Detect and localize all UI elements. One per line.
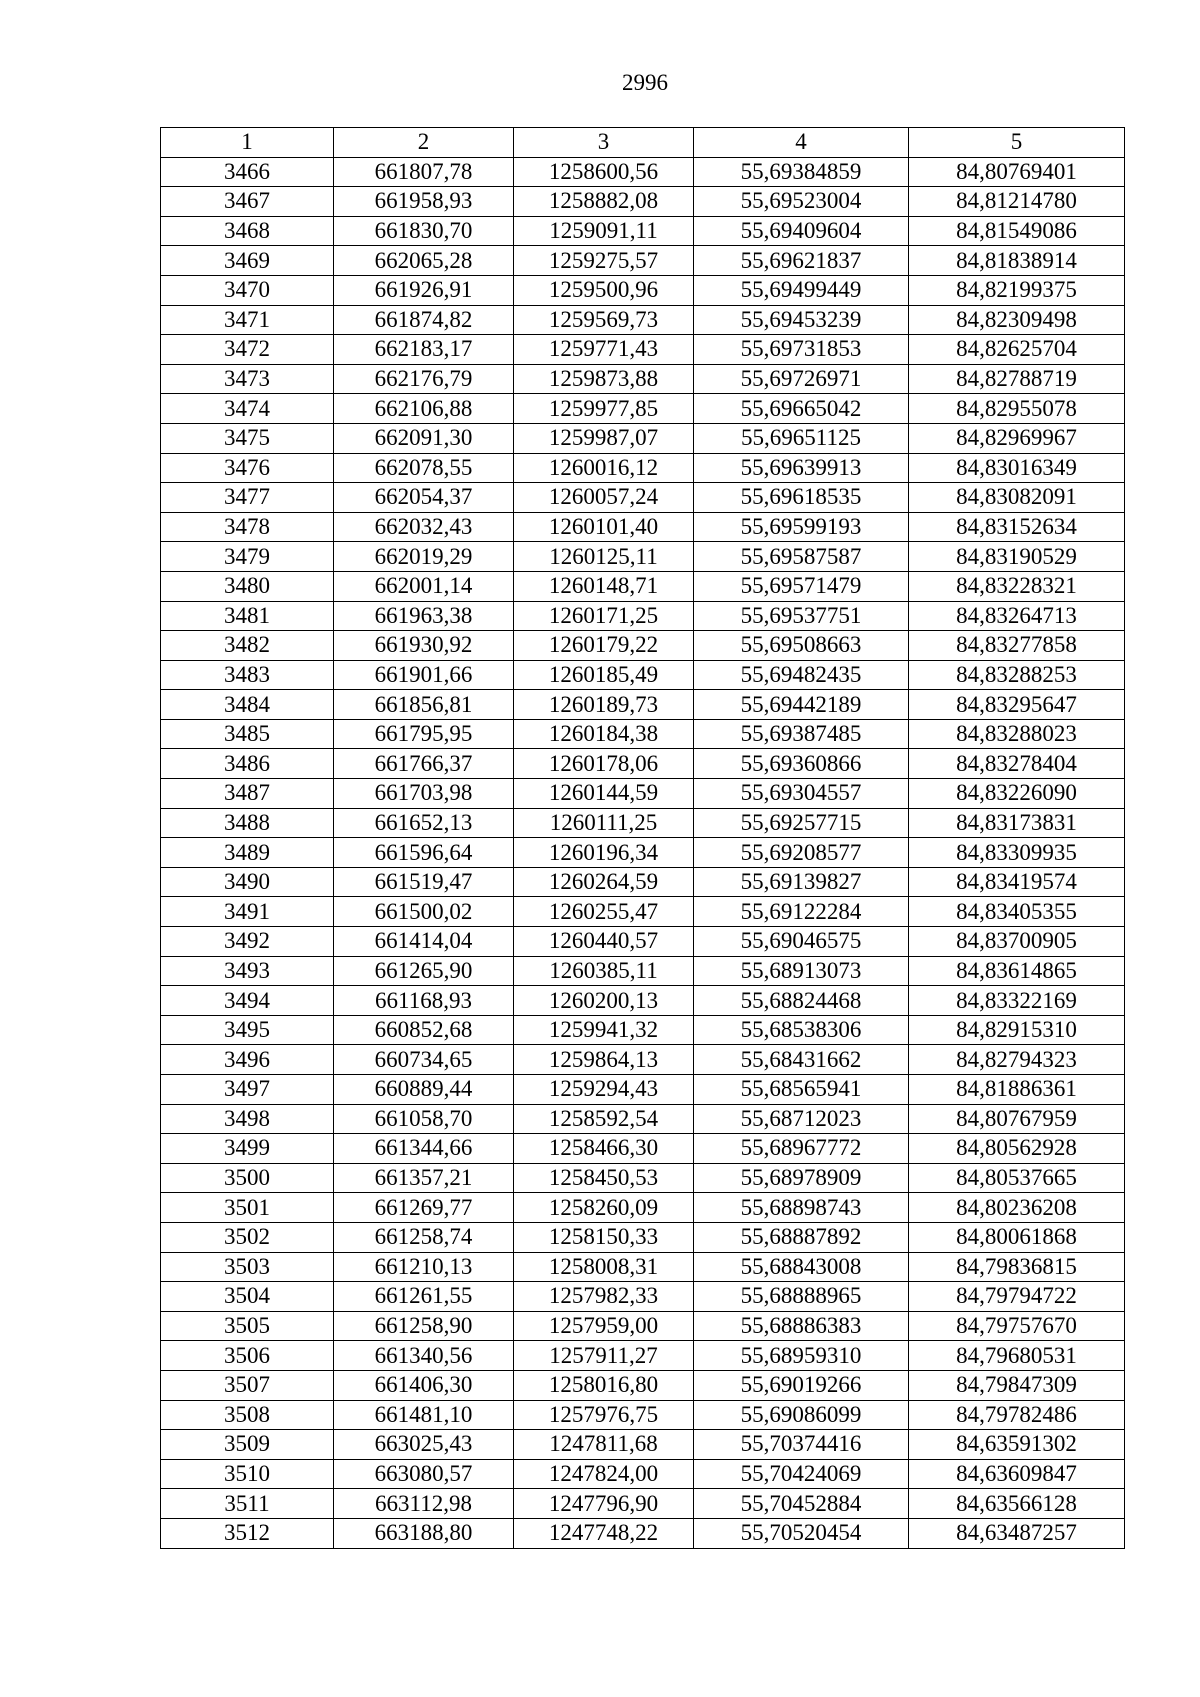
table-cell-col-3: 1260016,12 [514,453,694,483]
table-cell-col-2: 661519,47 [334,867,514,897]
table-cell-col-3: 1260189,73 [514,690,694,720]
table-cell-col-2: 660852,68 [334,1015,514,1045]
table-row [161,1282,1125,1312]
table-cell-col-2: 661795,95 [334,719,514,749]
table-row [161,335,1125,365]
table-cell-col-4: 55,69665042 [694,394,909,424]
table-cell-col-4: 55,69122284 [694,897,909,927]
table-cell-col-5: 84,83322169 [909,986,1125,1016]
table-cell-col-3: 1260185,49 [514,660,694,690]
table-cell-col-1: 3467 [161,187,334,217]
table-row [161,542,1125,572]
table-cell-col-4: 55,69453239 [694,305,909,335]
table-cell-col-3: 1260200,13 [514,986,694,1016]
table-cell-col-5: 84,83419574 [909,867,1125,897]
header-cell-2: 2 [334,128,514,158]
header-cell-3: 3 [514,128,694,158]
table-cell-col-2: 661958,93 [334,187,514,217]
table-cell-col-4: 55,69523004 [694,187,909,217]
table-cell-col-2: 661703,98 [334,779,514,809]
table-cell-col-4: 55,69587587 [694,542,909,572]
table-cell-col-5: 84,83309935 [909,838,1125,868]
table-cell-col-2: 661058,70 [334,1104,514,1134]
table-cell-col-1: 3501 [161,1193,334,1223]
table-cell-col-5: 84,63487257 [909,1518,1125,1548]
table-cell-col-5: 84,81214780 [909,187,1125,217]
table-cell-col-3: 1259977,85 [514,394,694,424]
table-cell-col-5: 84,81838914 [909,246,1125,276]
table-row [161,1518,1125,1548]
table-cell-col-1: 3471 [161,305,334,335]
table-cell-col-4: 55,69726971 [694,364,909,394]
table-cell-col-2: 661340,56 [334,1341,514,1371]
table-cell-col-1: 3479 [161,542,334,572]
table-cell-col-1: 3503 [161,1252,334,1282]
table-cell-col-5: 84,83700905 [909,927,1125,957]
table-row [161,305,1125,335]
header-cell-1: 1 [161,128,334,158]
table-cell-col-1: 3486 [161,749,334,779]
table-header [161,128,1125,158]
header-row [161,128,1125,158]
table-cell-col-1: 3477 [161,483,334,513]
table-cell-col-1: 3468 [161,216,334,246]
table-cell-col-4: 55,69257715 [694,808,909,838]
table-cell-col-5: 84,63566128 [909,1489,1125,1519]
table-cell-col-3: 1247796,90 [514,1489,694,1519]
table-cell-col-2: 661269,77 [334,1193,514,1223]
table-cell-col-5: 84,83278404 [909,749,1125,779]
table-cell-col-3: 1258016,80 [514,1370,694,1400]
table-cell-col-4: 55,69139827 [694,867,909,897]
table-cell-col-1: 3470 [161,275,334,305]
table-row [161,1015,1125,1045]
table-cell-col-5: 84,83228321 [909,571,1125,601]
table-cell-col-5: 84,83082091 [909,483,1125,513]
table-row [161,749,1125,779]
table-cell-col-3: 1259987,07 [514,423,694,453]
table-cell-col-2: 661901,66 [334,660,514,690]
table-row [161,1193,1125,1223]
table-cell-col-4: 55,69360866 [694,749,909,779]
table-cell-col-3: 1257959,00 [514,1311,694,1341]
table-cell-col-1: 3485 [161,719,334,749]
table-cell-col-4: 55,68967772 [694,1134,909,1164]
table-row [161,1075,1125,1105]
table-cell-col-1: 3495 [161,1015,334,1045]
table-cell-col-5: 84,83226090 [909,779,1125,809]
table-cell-col-4: 55,68886383 [694,1311,909,1341]
table-cell-col-1: 3493 [161,956,334,986]
table-cell-col-2: 661261,55 [334,1282,514,1312]
table-cell-col-3: 1259864,13 [514,1045,694,1075]
table-row [161,986,1125,1016]
table-row [161,483,1125,513]
table-row [161,1341,1125,1371]
header-cell-5: 5 [909,128,1125,158]
table-row [161,1430,1125,1460]
table-cell-col-1: 3488 [161,808,334,838]
table-cell-col-4: 55,68824468 [694,986,909,1016]
table-row [161,779,1125,809]
table-cell-col-2: 661856,81 [334,690,514,720]
table-cell-col-5: 84,83288023 [909,719,1125,749]
table-cell-col-5: 84,83173831 [909,808,1125,838]
table-cell-col-3: 1247748,22 [514,1518,694,1548]
table-body [161,157,1125,1548]
table-cell-col-5: 84,80767959 [909,1104,1125,1134]
table-cell-col-2: 662019,29 [334,542,514,572]
table-cell-col-2: 661830,70 [334,216,514,246]
table-cell-col-1: 3484 [161,690,334,720]
table-cell-col-5: 84,80537665 [909,1163,1125,1193]
table-cell-col-5: 84,82625704 [909,335,1125,365]
table-cell-col-1: 3469 [161,246,334,276]
table-row [161,897,1125,927]
table-cell-col-3: 1247811,68 [514,1430,694,1460]
table-cell-col-1: 3492 [161,927,334,957]
table-cell-col-5: 84,82788719 [909,364,1125,394]
table-cell-col-3: 1258150,33 [514,1222,694,1252]
table-cell-col-1: 3512 [161,1518,334,1548]
table-row [161,157,1125,187]
table-cell-col-5: 84,80061868 [909,1222,1125,1252]
table-cell-col-4: 55,68888965 [694,1282,909,1312]
table-cell-col-5: 84,83405355 [909,897,1125,927]
table-cell-col-3: 1260255,47 [514,897,694,927]
table-cell-col-2: 663188,80 [334,1518,514,1548]
table-cell-col-4: 55,69618535 [694,483,909,513]
table-cell-col-1: 3491 [161,897,334,927]
table-cell-col-2: 661874,82 [334,305,514,335]
table-cell-col-5: 84,82794323 [909,1045,1125,1075]
table-cell-col-4: 55,68538306 [694,1015,909,1045]
table-cell-col-5: 84,81549086 [909,216,1125,246]
table-cell-col-2: 662001,14 [334,571,514,601]
table-cell-col-3: 1260144,59 [514,779,694,809]
table-cell-col-2: 661930,92 [334,631,514,661]
table-cell-col-3: 1258008,31 [514,1252,694,1282]
coordinates-table [160,127,1125,1549]
table-row [161,601,1125,631]
table-cell-col-1: 3497 [161,1075,334,1105]
table-row [161,808,1125,838]
table-cell-col-5: 84,83288253 [909,660,1125,690]
table-cell-col-3: 1260125,11 [514,542,694,572]
table-cell-col-3: 1259500,96 [514,275,694,305]
table-cell-col-3: 1260171,25 [514,601,694,631]
table-cell-col-3: 1258592,54 [514,1104,694,1134]
table-row [161,1134,1125,1164]
table-row [161,867,1125,897]
table-cell-col-1: 3481 [161,601,334,631]
table-cell-col-4: 55,69599193 [694,512,909,542]
table-cell-col-1: 3466 [161,157,334,187]
table-cell-col-4: 55,69482435 [694,660,909,690]
table-cell-col-4: 55,70452884 [694,1489,909,1519]
table-row [161,453,1125,483]
table-row [161,1163,1125,1193]
table-cell-col-5: 84,82199375 [909,275,1125,305]
table-cell-col-1: 3510 [161,1459,334,1489]
table-cell-col-4: 55,70374416 [694,1430,909,1460]
table-cell-col-5: 84,79680531 [909,1341,1125,1371]
table-cell-col-1: 3480 [161,571,334,601]
table-cell-col-3: 1260385,11 [514,956,694,986]
table-row [161,1400,1125,1430]
table-cell-col-1: 3494 [161,986,334,1016]
table-cell-col-2: 663025,43 [334,1430,514,1460]
table-cell-col-3: 1258450,53 [514,1163,694,1193]
table-cell-col-2: 661963,38 [334,601,514,631]
table-cell-col-3: 1258600,56 [514,157,694,187]
table-cell-col-4: 55,68431662 [694,1045,909,1075]
table-cell-col-3: 1260264,59 [514,867,694,897]
table-cell-col-2: 661258,90 [334,1311,514,1341]
table-cell-col-3: 1259569,73 [514,305,694,335]
table-cell-col-3: 1259941,32 [514,1015,694,1045]
table-cell-col-3: 1259771,43 [514,335,694,365]
table-cell-col-2: 662065,28 [334,246,514,276]
table-row [161,1370,1125,1400]
table-row [161,246,1125,276]
table-cell-col-2: 660734,65 [334,1045,514,1075]
table-cell-col-4: 55,69384859 [694,157,909,187]
table-cell-col-3: 1258466,30 [514,1134,694,1164]
table-cell-col-3: 1260184,38 [514,719,694,749]
table-cell-col-5: 84,82969967 [909,423,1125,453]
table-cell-col-3: 1260101,40 [514,512,694,542]
table-cell-col-4: 55,69621837 [694,246,909,276]
table-row [161,364,1125,394]
table-cell-col-4: 55,69731853 [694,335,909,365]
table-cell-col-5: 84,79782486 [909,1400,1125,1430]
table-cell-col-3: 1260057,24 [514,483,694,513]
table-cell-col-4: 55,69046575 [694,927,909,957]
table-cell-col-1: 3496 [161,1045,334,1075]
table-row [161,956,1125,986]
table-cell-col-4: 55,70424069 [694,1459,909,1489]
table-cell-col-4: 55,69387485 [694,719,909,749]
table-cell-col-4: 55,69409604 [694,216,909,246]
table-row [161,719,1125,749]
table-cell-col-4: 55,69508663 [694,631,909,661]
table-cell-col-5: 84,79836815 [909,1252,1125,1282]
table-row [161,1104,1125,1134]
table-cell-col-3: 1260440,57 [514,927,694,957]
table-row [161,1489,1125,1519]
table-cell-col-2: 661344,66 [334,1134,514,1164]
table-row [161,1459,1125,1489]
table-cell-col-1: 3472 [161,335,334,365]
table-cell-col-2: 662183,17 [334,335,514,365]
table-cell-col-2: 661406,30 [334,1370,514,1400]
table-cell-col-1: 3475 [161,423,334,453]
table-cell-col-4: 55,68843008 [694,1252,909,1282]
table-cell-col-2: 661414,04 [334,927,514,957]
table-cell-col-4: 55,68887892 [694,1222,909,1252]
table-cell-col-1: 3509 [161,1430,334,1460]
table-cell-col-4: 55,69086099 [694,1400,909,1430]
table-cell-col-4: 55,68712023 [694,1104,909,1134]
table-cell-col-2: 661766,37 [334,749,514,779]
table-row [161,1252,1125,1282]
table-cell-col-1: 3506 [161,1341,334,1371]
table-cell-col-3: 1259294,43 [514,1075,694,1105]
table-row [161,838,1125,868]
table-cell-col-5: 84,82309498 [909,305,1125,335]
table-cell-col-4: 55,69304557 [694,779,909,809]
table-cell-col-4: 55,68913073 [694,956,909,986]
table-row [161,216,1125,246]
table-cell-col-5: 84,82915310 [909,1015,1125,1045]
table-row [161,690,1125,720]
table-row [161,660,1125,690]
table-cell-col-5: 84,81886361 [909,1075,1125,1105]
table-row [161,927,1125,957]
table-row [161,571,1125,601]
table-cell-col-4: 55,70520454 [694,1518,909,1548]
table-cell-col-1: 3511 [161,1489,334,1519]
table-cell-col-3: 1257976,75 [514,1400,694,1430]
table-cell-col-4: 55,68959310 [694,1341,909,1371]
table-row [161,1311,1125,1341]
table-cell-col-5: 84,63609847 [909,1459,1125,1489]
table-cell-col-2: 661210,13 [334,1252,514,1282]
table-cell-col-2: 661926,91 [334,275,514,305]
table-cell-col-1: 3489 [161,838,334,868]
table-cell-col-2: 660889,44 [334,1075,514,1105]
table-cell-col-3: 1260196,34 [514,838,694,868]
table-cell-col-5: 84,79847309 [909,1370,1125,1400]
table-cell-col-5: 84,80562928 [909,1134,1125,1164]
table-cell-col-4: 55,69537751 [694,601,909,631]
table-cell-col-3: 1258882,08 [514,187,694,217]
table-cell-col-3: 1260178,06 [514,749,694,779]
table-cell-col-5: 84,82955078 [909,394,1125,424]
table-row [161,512,1125,542]
table-cell-col-4: 55,69208577 [694,838,909,868]
table-cell-col-1: 3473 [161,364,334,394]
table-cell-col-3: 1258260,09 [514,1193,694,1223]
table-cell-col-1: 3505 [161,1311,334,1341]
table-cell-col-2: 661807,78 [334,157,514,187]
table-cell-col-3: 1257982,33 [514,1282,694,1312]
table-cell-col-5: 84,83277858 [909,631,1125,661]
table-row [161,187,1125,217]
table-cell-col-2: 661652,13 [334,808,514,838]
table-cell-col-2: 661596,64 [334,838,514,868]
table-cell-col-3: 1260111,25 [514,808,694,838]
table-row [161,1222,1125,1252]
table-cell-col-2: 662054,37 [334,483,514,513]
table-cell-col-3: 1247824,00 [514,1459,694,1489]
table-cell-col-1: 3508 [161,1400,334,1430]
table-cell-col-1: 3504 [161,1282,334,1312]
table-cell-col-5: 84,83190529 [909,542,1125,572]
table-cell-col-1: 3500 [161,1163,334,1193]
table-cell-col-4: 55,68978909 [694,1163,909,1193]
table-cell-col-2: 662078,55 [334,453,514,483]
table-cell-col-4: 55,68565941 [694,1075,909,1105]
table-row [161,423,1125,453]
table-cell-col-1: 3502 [161,1222,334,1252]
table-cell-col-5: 84,83016349 [909,453,1125,483]
table-cell-col-1: 3490 [161,867,334,897]
table-cell-col-2: 661500,02 [334,897,514,927]
table-cell-col-5: 84,80236208 [909,1193,1125,1223]
table-cell-col-4: 55,69651125 [694,423,909,453]
table-cell-col-5: 84,83264713 [909,601,1125,631]
table-cell-col-5: 84,83295647 [909,690,1125,720]
table-cell-col-3: 1259873,88 [514,364,694,394]
table-cell-col-4: 55,69019266 [694,1370,909,1400]
table-cell-col-2: 663080,57 [334,1459,514,1489]
table-cell-col-3: 1259091,11 [514,216,694,246]
table-row [161,1045,1125,1075]
table-cell-col-2: 662176,79 [334,364,514,394]
table-cell-col-3: 1260179,22 [514,631,694,661]
table-cell-col-1: 3478 [161,512,334,542]
table-cell-col-2: 662091,30 [334,423,514,453]
table-cell-col-5: 84,63591302 [909,1430,1125,1460]
table-cell-col-5: 84,79794722 [909,1282,1125,1312]
table-cell-col-4: 55,69442189 [694,690,909,720]
table-row [161,631,1125,661]
table-cell-col-4: 55,68898743 [694,1193,909,1223]
table-cell-col-2: 661168,93 [334,986,514,1016]
table-cell-col-4: 55,69639913 [694,453,909,483]
page-number: 2996 [622,70,668,95]
table-cell-col-3: 1259275,57 [514,246,694,276]
table-cell-col-1: 3483 [161,660,334,690]
table-cell-col-1: 3476 [161,453,334,483]
table-cell-col-1: 3487 [161,779,334,809]
table-cell-col-2: 661265,90 [334,956,514,986]
table-cell-col-2: 662106,88 [334,394,514,424]
table-cell-col-1: 3507 [161,1370,334,1400]
table-cell-col-1: 3499 [161,1134,334,1164]
table-cell-col-1: 3482 [161,631,334,661]
table-cell-col-5: 84,83152634 [909,512,1125,542]
table-cell-col-3: 1257911,27 [514,1341,694,1371]
table-row [161,275,1125,305]
table-cell-col-5: 84,79757670 [909,1311,1125,1341]
table-cell-col-4: 55,69571479 [694,571,909,601]
table-cell-col-2: 663112,98 [334,1489,514,1519]
header-cell-4: 4 [694,128,909,158]
table-cell-col-2: 661357,21 [334,1163,514,1193]
table-cell-col-1: 3474 [161,394,334,424]
table-cell-col-5: 84,83614865 [909,956,1125,986]
table-cell-col-3: 1260148,71 [514,571,694,601]
table-cell-col-5: 84,80769401 [909,157,1125,187]
table-cell-col-2: 661481,10 [334,1400,514,1430]
table-row [161,394,1125,424]
table-cell-col-2: 662032,43 [334,512,514,542]
table-cell-col-2: 661258,74 [334,1222,514,1252]
table-cell-col-4: 55,69499449 [694,275,909,305]
table-cell-col-1: 3498 [161,1104,334,1134]
